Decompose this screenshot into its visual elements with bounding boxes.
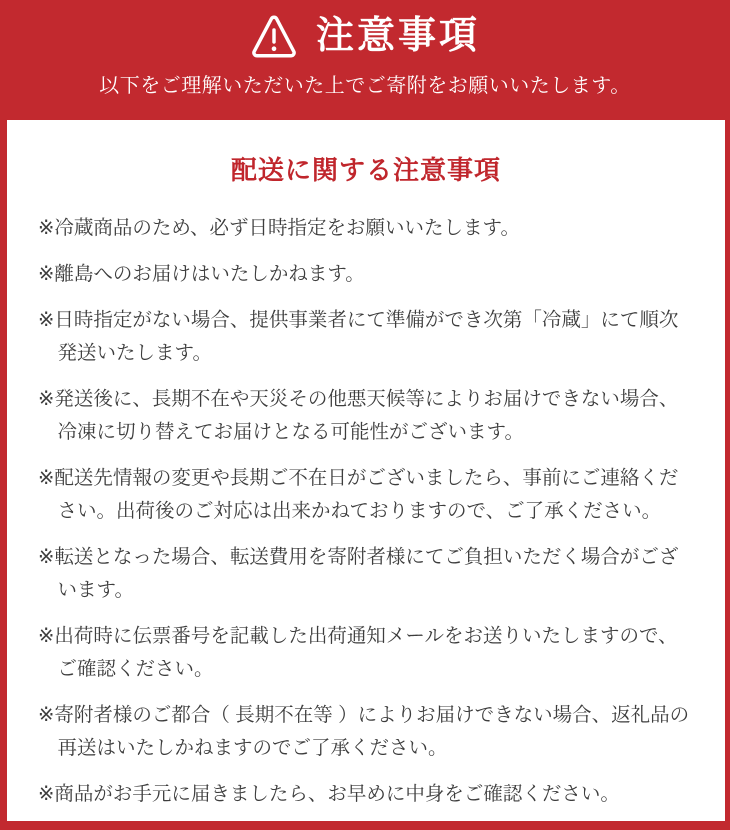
note-item: ※離島へのお届けはいたしかねます。 xyxy=(38,263,365,285)
note-item: ※冷蔵商品のため、必ず日時指定をお願いいたします。 xyxy=(38,217,520,239)
note-item: ※寄附者様のご都合（ 長期不在等 ）によりお届けできない場合、返礼品の再送はいたしかねますのでご了承ください。 xyxy=(38,704,690,759)
note-item: ※商品がお手元に届きましたら、お早めに中身をご確認ください。 xyxy=(38,783,620,805)
note-item: ※配送先情報の変更や長期ご不在日がございましたら、事前にご連絡ください。出荷後のご対応は出来かねておりますので、ご了承ください。 xyxy=(38,467,679,522)
notice-panel xyxy=(7,120,725,821)
note-item: ※発送後に、長期不在や天災その他悪天候等によりお届けできない場合、冷凍に切り替えてお届けとなる可能性がございます。 xyxy=(38,388,679,443)
note-item: ※出荷時に伝票番号を記載した出荷通知メールをお送りいたしますので、ご確認ください。 xyxy=(38,625,678,680)
note-item: ※日時指定がない場合、提供事業者にて準備ができ次第「冷蔵」にて順次発送いたします。 xyxy=(38,309,679,364)
warning-triangle-icon xyxy=(250,14,298,58)
note-item: ※転送となった場合、転送費用を寄附者様にてご負担いただく場合がございます。 xyxy=(38,546,679,601)
title-row xyxy=(250,14,480,58)
page-subtitle: 以下をご理解いただいた上でご寄附をお願いいたします。 xyxy=(99,75,631,97)
notice-header xyxy=(0,0,730,120)
panel-heading: 配送に関する注意事項 xyxy=(230,155,501,185)
notes-list xyxy=(7,212,725,811)
page-title: 注意事項 xyxy=(315,15,480,57)
